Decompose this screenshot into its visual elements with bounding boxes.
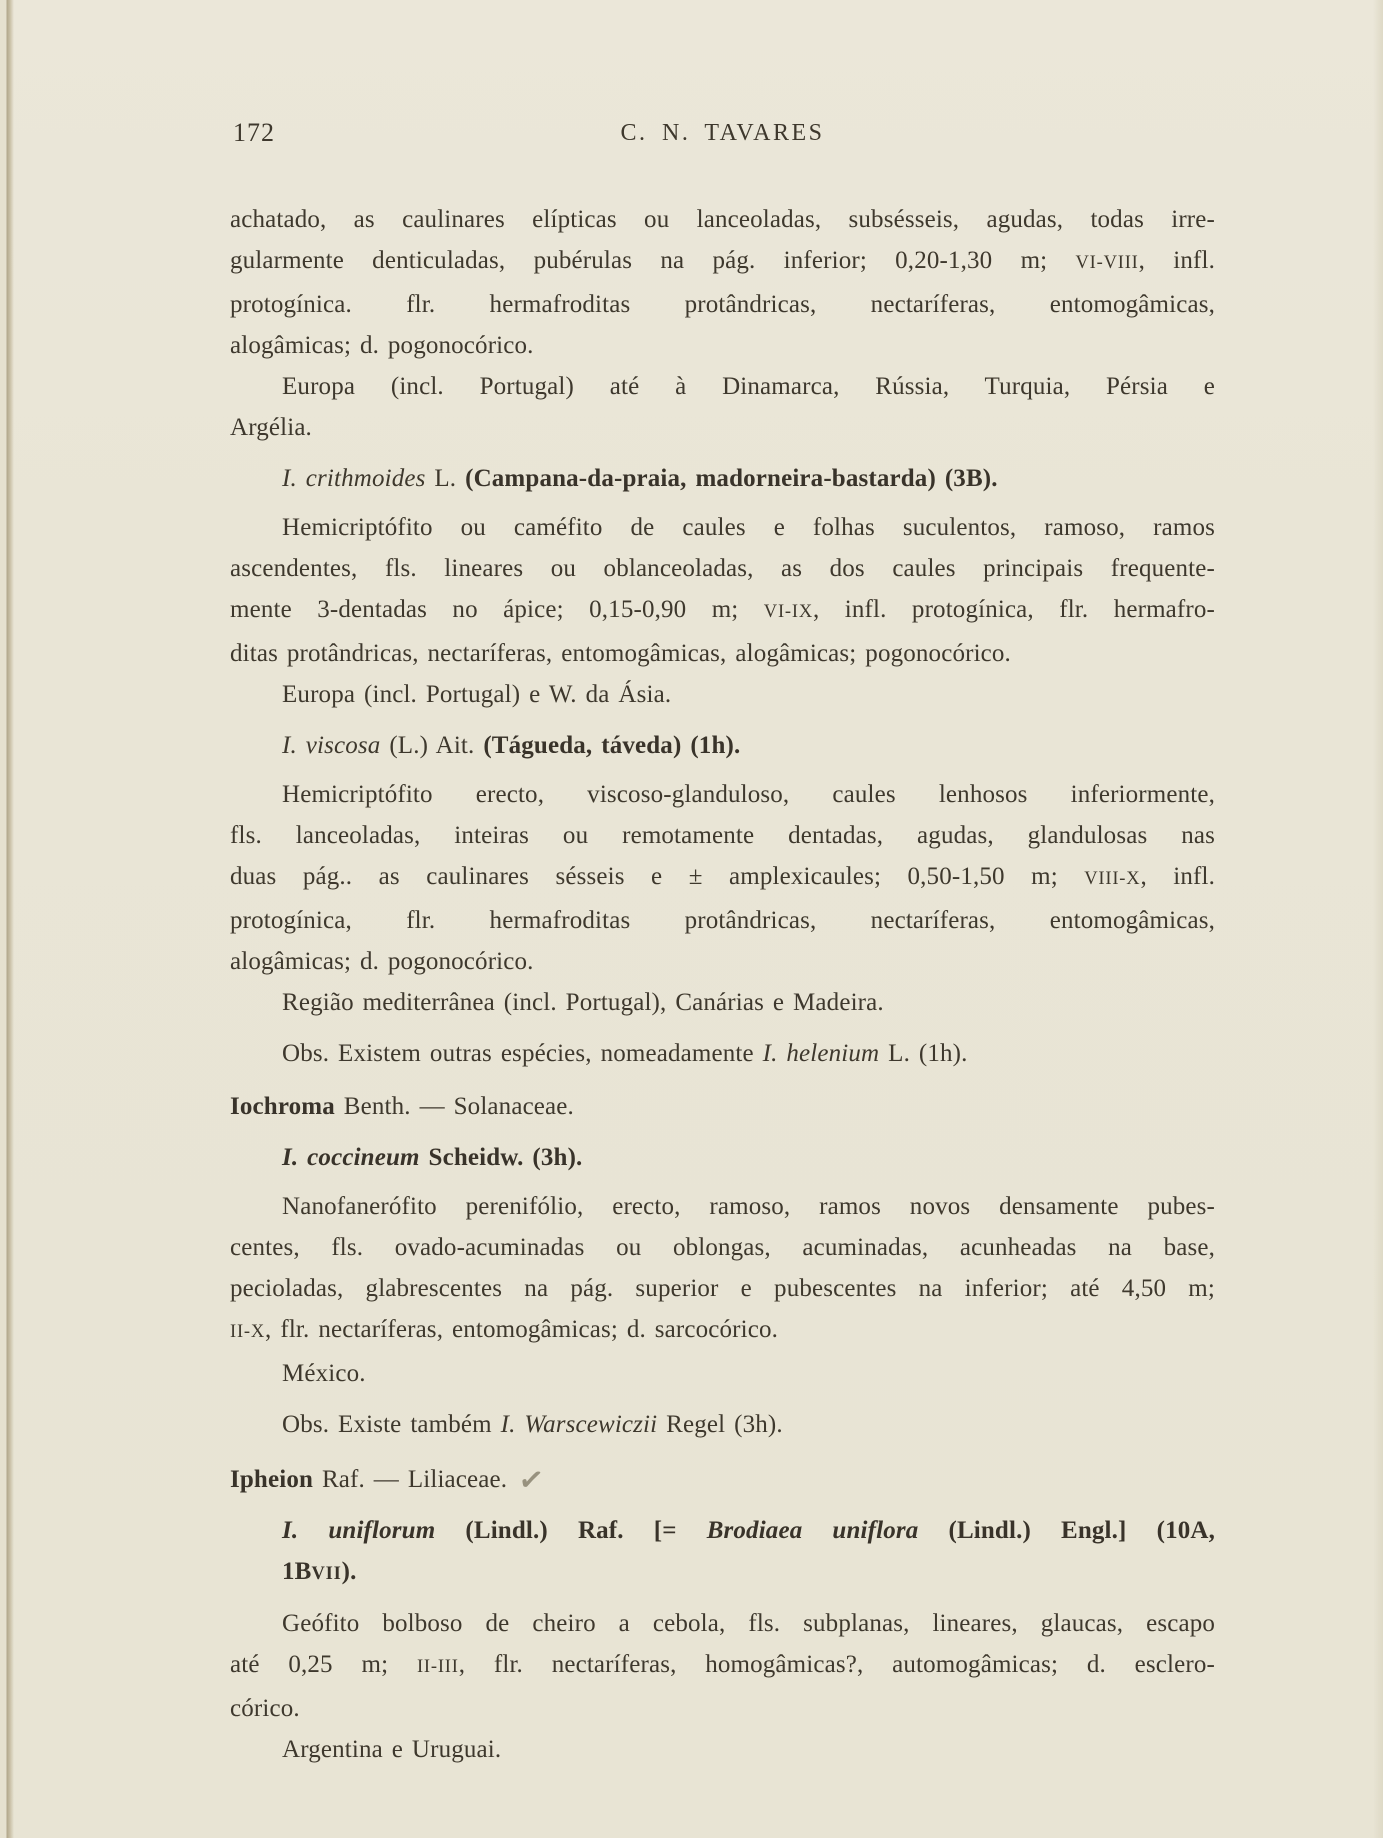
text-line [230, 1186, 1215, 1227]
text-line [230, 1353, 1215, 1394]
text-segment: Iochroma [230, 1093, 335, 1120]
text-segment: Regel (3h). [657, 1411, 783, 1438]
text-line [230, 548, 1215, 589]
text-segment: Obs. Existe também [282, 1411, 501, 1438]
page-content [230, 118, 1215, 1770]
text-segment: protogínica, flr. hermafroditas protândricas, nectaríferas, entomogâmicas, [230, 907, 1215, 934]
paragraph-distribution-uniflorum [230, 1729, 1215, 1770]
text-segment: ). [341, 1558, 357, 1585]
paragraph-distribution-viscosa [230, 982, 1215, 1023]
text-line [230, 1644, 1215, 1688]
text-line [230, 1551, 1215, 1595]
text-segment: protogínica. flr. hermafroditas protândricas, nectaríferas, entomogâmicas, [230, 291, 1215, 318]
text-line [230, 199, 1215, 240]
species-heading-viscosa [230, 725, 1215, 766]
paragraph-distribution-coccineum [230, 1353, 1215, 1394]
text-segment: Geófito bolboso de cheiro a cebola, fls. subplanas, lineares, glaucas, escapo [282, 1610, 1215, 1637]
text-segment: Argentina e Uruguai. [282, 1736, 502, 1763]
text-segment: Ipheion [230, 1466, 314, 1493]
text-segment: Região mediterrânea (incl. Portugal), Canárias e Madeira. [282, 989, 884, 1016]
text-line [230, 284, 1215, 325]
text-line [230, 633, 1215, 674]
text-segment: Raf. — Liliaceae. [313, 1466, 508, 1493]
text-segment: (L.) Ait. [380, 732, 484, 759]
text-segment: achatado, as caulinares elípticas ou lanceoladas, subsésseis, agudas, todas irre- [230, 206, 1215, 233]
text-line [230, 589, 1215, 633]
paragraph-description-uniflorum [230, 1603, 1215, 1729]
text-line [230, 1086, 1215, 1127]
text-line [230, 1688, 1215, 1729]
text-line [230, 240, 1215, 284]
text-segment: Scheidw. (3h). [419, 1144, 583, 1171]
page-body [230, 199, 1215, 1770]
text-segment: , infl. [1140, 863, 1215, 890]
text-line [230, 1309, 1215, 1353]
paragraph-distribution-crithmoides [230, 674, 1215, 715]
text-line [230, 815, 1215, 856]
text-segment: 1B [282, 1558, 312, 1585]
text-segment: Nanofanerófito perenifólio, erecto, ramoso, ramos novos densamente pubes- [282, 1193, 1215, 1220]
text-segment: duas pág.. as caulinares sésseis e ± amplexicaules; 0,50-1,50 m; [230, 863, 1085, 890]
text-segment: , flr. nectaríferas, entomogâmicas; d. sarcocórico. [265, 1316, 779, 1343]
text-segment: centes, fls. ovado-acuminadas ou oblongas, acuminadas, acunheadas na base, [230, 1234, 1215, 1261]
text-segment: Europa (incl. Portugal) até à Dinamarca, Rússia, Turquia, Pérsia e [282, 373, 1215, 400]
species-heading-crithmoides [230, 458, 1215, 499]
text-segment: (Campana-da-praia, madorneira-bastarda) (3B). [465, 465, 998, 492]
text-line [230, 366, 1215, 407]
paragraph-description-coccineum [230, 1186, 1215, 1353]
text-segment: II-X [230, 1322, 266, 1342]
text-segment: até 0,25 m; [230, 1651, 417, 1678]
text-segment: mente 3-dentadas no ápice; 0,15-0,90 m; [230, 596, 764, 623]
text-segment: México. [282, 1360, 366, 1387]
text-line [230, 1404, 1215, 1445]
text-segment: (Lindl.) Engl.] (10A, [918, 1517, 1215, 1544]
text-line [230, 1227, 1215, 1268]
text-line [230, 982, 1215, 1023]
running-head [230, 118, 1215, 152]
text-segment: ascendentes, fls. lineares ou oblanceoladas, as dos caules principais frequente- [230, 555, 1215, 582]
text-line [230, 1033, 1215, 1074]
text-segment: , infl. protogínica, flr. hermafro- [813, 596, 1215, 623]
text-segment: II-III [416, 1657, 459, 1677]
paragraph-distribution-europa-argelia [230, 366, 1215, 448]
obs-paragraph-inula [230, 1033, 1215, 1074]
text-segment: (Tágueda, táveda) (1h). [483, 732, 741, 759]
species-heading-coccineum [230, 1137, 1215, 1178]
text-segment: Argélia. [230, 414, 312, 441]
text-segment: córico. [230, 1695, 300, 1722]
text-line [230, 674, 1215, 715]
text-line [230, 325, 1215, 366]
text-segment: Benth. — Solanaceae. [334, 1093, 574, 1120]
paragraph-description-viscosa [230, 774, 1215, 982]
obs-paragraph-iochroma [230, 1404, 1215, 1445]
paragraph-description-crithmoides [230, 507, 1215, 674]
text-segment: I. crithmoides [282, 465, 426, 492]
text-segment: VI-VIII [1075, 253, 1139, 273]
text-segment: L. [425, 465, 466, 492]
species-heading-uniflorum [230, 1510, 1215, 1595]
text-line [230, 1729, 1215, 1770]
text-line [230, 1603, 1215, 1644]
text-segment: Europa (incl. Portugal) e W. da Ásia. [282, 681, 672, 708]
pencil-checkmark-icon: ✓ [516, 1462, 547, 1499]
text-segment: VIII-X [1084, 869, 1141, 889]
text-segment: VII [311, 1564, 342, 1584]
text-line [230, 1268, 1215, 1309]
text-line [230, 407, 1215, 448]
text-line [230, 1137, 1215, 1178]
text-line [230, 856, 1215, 900]
text-segment: I. Warscewiczii [500, 1411, 658, 1438]
text-line [230, 725, 1215, 766]
text-segment: Brodiaea uniflora [706, 1517, 919, 1544]
text-line [230, 507, 1215, 548]
text-line [230, 1510, 1215, 1551]
genus-heading-iochroma [230, 1086, 1215, 1127]
text-segment: fls. lanceoladas, inteiras ou remotamente dentadas, agudas, glandulosas nas [230, 822, 1215, 849]
text-segment: pecioladas, glabrescentes na pág. superior e pubescentes na inferior; até 4,50 m; [230, 1275, 1215, 1302]
text-segment: Hemicriptófito ou caméfito de caules e folhas suculentos, ramoso, ramos [282, 514, 1215, 541]
running-title: C. N. TAVARES [620, 120, 825, 146]
text-segment: gularmente denticuladas, pubérulas na pág. inferior; 0,20-1,30 m; [230, 247, 1076, 274]
paragraph-description-continued [230, 199, 1215, 366]
text-line [230, 774, 1215, 815]
text-segment: , flr. nectaríferas, homogâmicas?, automogâmicas; d. esclero- [458, 1651, 1215, 1678]
text-segment: I. viscosa [282, 732, 381, 759]
text-segment: I. helenium [762, 1040, 880, 1067]
text-segment: ditas protândricas, nectaríferas, entomogâmicas, alogâmicas; pogonocórico. [230, 640, 1011, 667]
text-segment: Hemicriptófito erecto, viscoso-glanduloso, caules lenhosos inferiormente, [282, 781, 1215, 808]
genus-heading-ipheion [230, 1457, 1215, 1500]
text-segment: Obs. Existem outras espécies, nomeadamente [282, 1040, 763, 1067]
text-line [230, 458, 1215, 499]
text-segment: I. coccineum [282, 1144, 420, 1171]
text-segment: (Lindl.) Raf. [= [435, 1517, 707, 1544]
text-line [230, 941, 1215, 982]
page-number: 172 [233, 118, 275, 147]
text-segment: alogâmicas; d. pogonocórico. [230, 332, 534, 359]
text-line [230, 900, 1215, 941]
text-line [230, 1457, 1215, 1500]
text-segment: alogâmicas; d. pogonocórico. [230, 948, 534, 975]
text-segment: , infl. [1138, 247, 1215, 274]
text-segment: VI-IX [763, 602, 813, 622]
text-segment: L. (1h). [879, 1040, 968, 1067]
text-segment: I. uniflorum [282, 1517, 436, 1544]
